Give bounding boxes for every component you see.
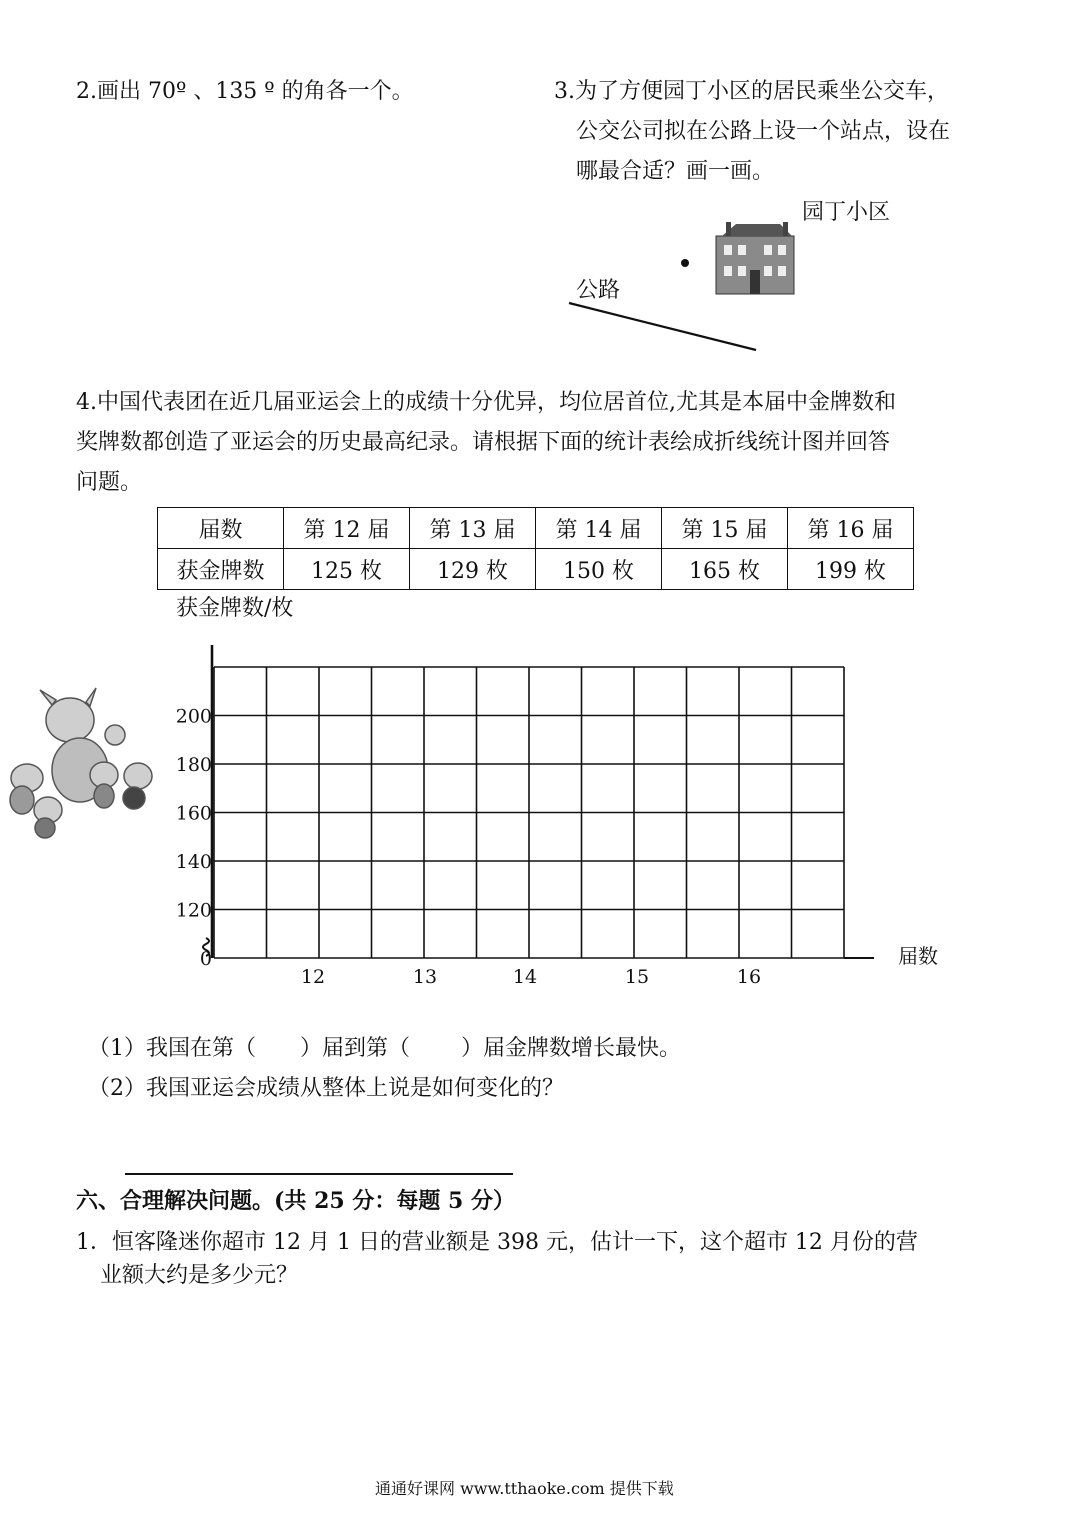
table-cell: 第 12 届 bbox=[284, 508, 410, 549]
table-cell: 第 16 届 bbox=[788, 508, 914, 549]
question-4-line-1: 4.中国代表团在近几届亚运会上的成绩十分优异，均位居首位,尤其是本届中金牌数和 bbox=[76, 390, 896, 415]
table-cell: 129 枚 bbox=[410, 549, 536, 590]
table-cell: 第 13 届 bbox=[410, 508, 536, 549]
sub-question-1: （1）我国在第（ ）届到第（ ）届金牌数增长最快。 bbox=[88, 1036, 681, 1061]
y-tick-label: 180 bbox=[175, 754, 212, 776]
sub-question-2: （2）我国亚运会成绩从整体上说是如何变化的？ bbox=[88, 1076, 564, 1101]
table-cell: 第 14 届 bbox=[536, 508, 662, 549]
question-3-line-1: 3.为了方便园丁小区的居民乘坐公交车， bbox=[554, 79, 949, 104]
question-4-line-2: 奖牌数都创造了亚运会的历史最高纪录。请根据下面的统计表绘成折线统计图并回答 bbox=[76, 430, 891, 455]
section-6-question-1-line-2: 业额大约是多少元？ bbox=[100, 1263, 299, 1288]
x-tick-label: 14 bbox=[512, 966, 538, 988]
table-cell: 125 枚 bbox=[284, 549, 410, 590]
x-tick-label: 12 bbox=[300, 966, 326, 988]
question-3-line-3: 哪最合适？画一画。 bbox=[576, 159, 775, 184]
question-4-line-3: 问题。 bbox=[76, 470, 143, 495]
table-cell: 获金牌数 bbox=[158, 549, 284, 590]
question-3-line-2: 公交公司拟在公路上设一个站点，设在 bbox=[576, 119, 951, 144]
y-axis-label: 获金牌数/枚 bbox=[176, 596, 294, 621]
section-6-title: 六、合理解决问题。(共 25 分：每题 5 分） bbox=[76, 1188, 515, 1214]
section-6-question-1-line-1: 1．恒客隆迷你超市 12 月 1 日的营业额是 398 元，估计一下，这个超市 12 月份的营 bbox=[76, 1230, 918, 1255]
question-2: 2.画出 70º 、135 º 的角各一个。 bbox=[76, 79, 414, 104]
community-label: 园丁小区 bbox=[802, 200, 891, 225]
y-tick-label: 160 bbox=[175, 802, 212, 825]
y-tick-label: 200 bbox=[175, 705, 212, 728]
footer-text: 通通好课网 www.tthaoke.com 提供下载 bbox=[375, 1479, 674, 1498]
x-tick-label: 16 bbox=[736, 966, 762, 988]
table-cell: 第 15 届 bbox=[662, 508, 788, 549]
x-tick-label: 15 bbox=[624, 966, 650, 988]
table-cell: 199 枚 bbox=[788, 549, 914, 590]
x-tick-label: 13 bbox=[412, 966, 438, 988]
table-cell: 届数 bbox=[158, 508, 284, 549]
x-axis-label: 届数 bbox=[898, 944, 938, 968]
table-cell: 165 枚 bbox=[662, 549, 788, 590]
y-tick-label: 0 bbox=[199, 948, 212, 970]
road-label: 公路 bbox=[576, 278, 621, 303]
table-cell: 150 枚 bbox=[536, 549, 662, 590]
y-tick-label: 140 bbox=[175, 851, 212, 873]
answer-line bbox=[125, 1173, 513, 1175]
y-tick-label: 120 bbox=[175, 899, 212, 922]
